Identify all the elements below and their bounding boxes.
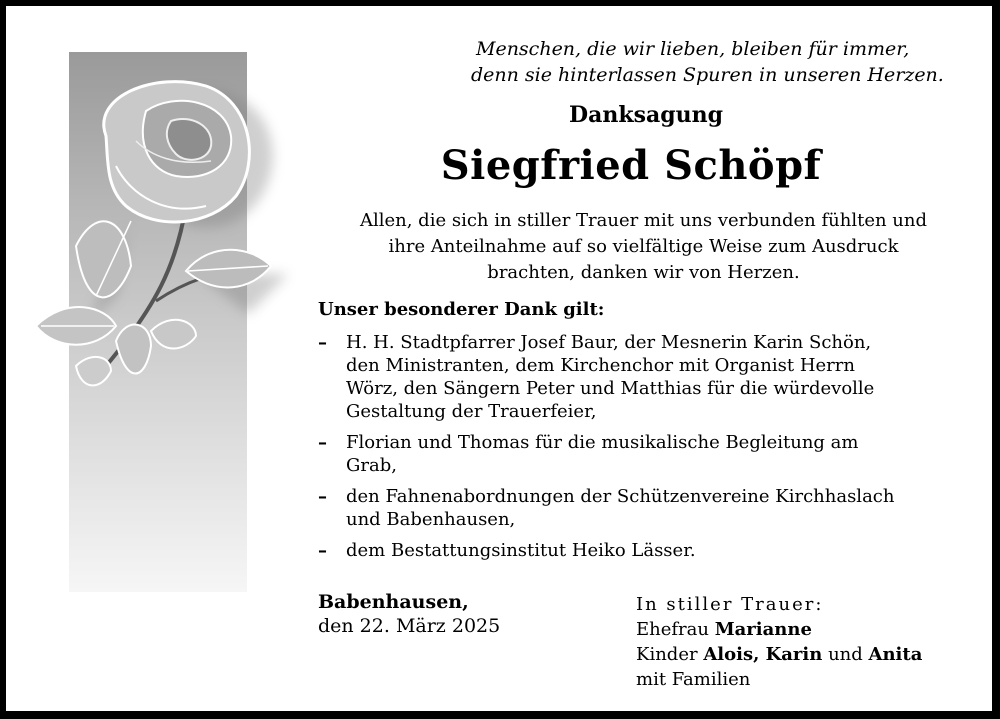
list-item bbox=[318, 485, 978, 531]
mourner-name: Anita bbox=[868, 644, 923, 665]
intro-text bbox=[311, 208, 976, 286]
list-item-line: Florian und Thomas für die musikalische Begleitung am bbox=[346, 432, 859, 453]
list-item-line: Gestaltung der Trauerfeier, bbox=[346, 401, 597, 422]
motto-quote bbox=[471, 36, 976, 88]
intro-line: brachten, danken wir von Herzen. bbox=[487, 262, 800, 283]
list-item-line: Grab, bbox=[346, 455, 397, 476]
thanks-heading: Unser besonderer Dank gilt: bbox=[318, 299, 605, 320]
place-city: Babenhausen, bbox=[318, 591, 469, 613]
mourner-name: Marianne bbox=[714, 619, 812, 640]
mourner-line-families: mit Familien bbox=[636, 669, 751, 690]
mourner-prefix: Kinder bbox=[636, 644, 704, 665]
dash-bullet: – bbox=[318, 432, 327, 453]
mourner-prefix: Ehefrau bbox=[636, 619, 715, 640]
mourners-heading: In stiller Trauer: bbox=[636, 594, 824, 615]
dash-bullet: – bbox=[318, 540, 327, 561]
heading-danksagung: Danksagung bbox=[569, 102, 723, 128]
obituary-card bbox=[6, 6, 992, 711]
mourner-name: Alois, Karin bbox=[703, 644, 823, 665]
intro-line: ihre Anteilnahme auf so vielfältige Weise zum Ausdruck bbox=[388, 236, 899, 257]
rose-icon bbox=[36, 66, 296, 446]
mourners-block bbox=[636, 592, 986, 692]
date: den 22. März 2025 bbox=[318, 615, 501, 637]
motto-line: denn sie hinterlassen Spuren in unseren Herzen. bbox=[471, 64, 944, 86]
list-item-line: Wörz, den Sängern Peter und Matthias für die würdevolle bbox=[346, 378, 875, 399]
list-item-line: den Fahnenabordnungen der Schützenvereine Kirchhaslach bbox=[346, 486, 895, 507]
list-item bbox=[318, 539, 978, 562]
motto-line: Menschen, die wir lieben, bleiben für immer, bbox=[476, 38, 910, 60]
dash-bullet: – bbox=[318, 332, 327, 353]
mourner-conjunction: und bbox=[822, 644, 869, 665]
list-item bbox=[318, 431, 978, 477]
list-item bbox=[318, 331, 978, 423]
list-item-line: den Ministranten, dem Kirchenchor mit Organist Herrn bbox=[346, 355, 855, 376]
mourner-line-children bbox=[636, 642, 986, 667]
thanks-list bbox=[318, 331, 978, 570]
intro-line: Allen, die sich in stiller Trauer mit uns verbunden fühlten und bbox=[359, 210, 927, 231]
place-date bbox=[318, 590, 500, 638]
list-item-line: und Babenhausen, bbox=[346, 509, 516, 530]
deceased-name: Siegfried Schöpf bbox=[440, 142, 822, 189]
list-item-line: H. H. Stadtpfarrer Josef Baur, der Mesnerin Karin Schön, bbox=[346, 332, 872, 353]
list-item-line: dem Bestattungsinstitut Heiko Lässer. bbox=[346, 540, 696, 561]
mourner-line-spouse bbox=[636, 617, 986, 642]
dash-bullet: – bbox=[318, 486, 327, 507]
